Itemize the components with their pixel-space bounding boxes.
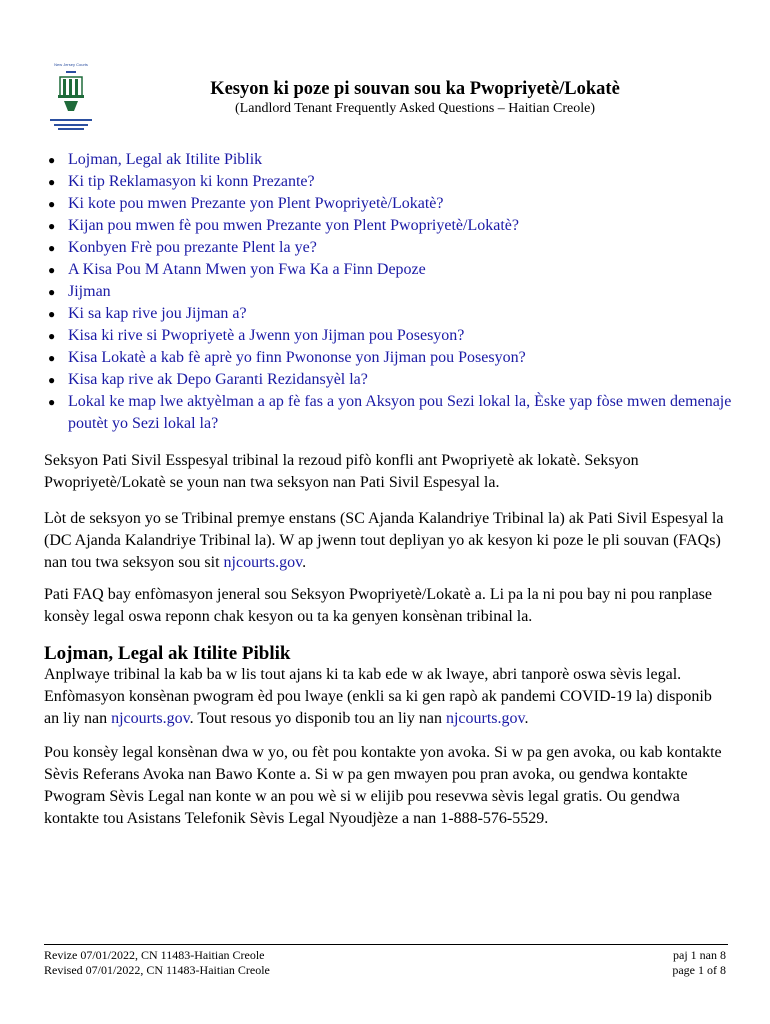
toc-link[interactable]: Lojman, Legal ak Itilite Piblik [68,151,263,168]
section-paragraph-2: Pou konsèy legal konsènan dwa w yo, ou fèt pou kontakte yon avoka. Si w pa gen avoka, ou kab kontakte Sèvis Referans Avoka nan Bawo Konte a. Si w pa gen mwayen pou pran avoka, ou gendwa kontakte Pwogram Sèvis Legal nan konte w an pou wè si w elijib pou resevwa sèvis legal gratis. Ou gendwa kontakte tou Asistans Telefonik Sèvis Legal Nyoudjèze a nan 1-888-576-5529. [44,744,722,827]
section-paragraph-1-end: . [524,710,529,727]
bullet-icon: ● [48,351,56,365]
bullet-icon: ● [48,373,56,387]
intro-paragraph-3: Pati FAQ bay enfòmasyon jeneral sou Seksyon Pwopriyetè/Lokatè a. Li pa la ni pou bay ni pou ranplase konsèy legal oswa reponn chak kesyon ou ta ka genyen konsènan tribinal la. [44,586,712,625]
njcourts-link[interactable]: njcourts.gov [111,710,190,727]
toc-item[interactable] [44,237,734,259]
toc-item[interactable] [44,149,734,171]
bullet-icon: ● [48,241,56,255]
seal-icon [44,67,98,131]
bullet-icon: ● [48,153,56,167]
njcourts-link[interactable]: njcourts.gov [445,710,525,727]
section-paragraph-1-mid: . Tout resous yo disponib tou an liy nan [189,710,446,727]
toc-item[interactable] [44,325,734,347]
bullet-icon: ● [48,329,56,343]
bullet-icon: ● [48,263,56,277]
intro-paragraph-2-text: Lòt de seksyon yo se Tribinal premye enstans (SC Ajanda Kalandriye Tribinal la) ak Pati Sivil Espesyal la (DC Ajanda Kalandriye Tribinal la). W ap jwenn tout depliyan yo ak kesyon ki poze le pli souvan (FAQs) nan tou twa seksyon sou sit [44,510,724,571]
toc-link[interactable]: Jijman [68,283,111,300]
bullet-icon: ● [48,395,56,409]
toc-item[interactable] [44,171,734,193]
toc-link[interactable]: Ki tip Reklamasyon ki konn Prezante? [68,173,315,190]
toc-link[interactable]: Kisa Lokatè a kab fè aprè yo finn Pwononse yon Jijman pou Posesyon? [68,349,526,366]
njcourts-logo [44,62,98,134]
page-title: Kesyon ki poze pi souvan sou ka Pwopriyetè/Lokatè [210,79,620,99]
bullet-icon: ● [48,285,56,299]
footer-page-ht: paj 1 nan 8 [673,948,726,962]
toc-link[interactable]: Kijan pou mwen fè pou mwen Prezante yon Plent Pwopriyetè/Lokatè? [68,217,519,234]
toc-link[interactable]: Konbyen Frè pou prezante Plent la ye? [68,239,317,256]
toc-link[interactable]: Ki kote pou mwen Prezante yon Plent Pwopriyetè/Lokatè? [68,195,444,212]
toc-item[interactable] [44,193,734,215]
toc-item[interactable] [44,259,734,281]
bullet-icon: ● [48,307,56,321]
footer-page-en: page 1 of 8 [672,963,726,977]
bullet-icon: ● [48,197,56,211]
page-subtitle: (Landlord Tenant Frequently Asked Questions – Haitian Creole) [235,101,595,116]
footer-divider [44,944,728,945]
toc-item[interactable] [44,391,734,435]
bullet-icon: ● [48,219,56,233]
toc-link[interactable]: A Kisa Pou M Atann Mwen yon Fwa Ka a Finn Depoze [68,261,426,278]
toc-item[interactable] [44,215,734,237]
bullet-icon: ● [48,175,56,189]
toc-item[interactable] [44,281,734,303]
toc-link[interactable]: Lokal ke map lwe aktyèlman a ap fè fas a yon Aksyon pou Sezi lokal la, Èske yap fòse mwen demenaje poutèt yo Sezi lokal la? [68,393,732,432]
section-heading: Lojman, Legal ak Itilite Piblik [44,643,291,664]
njcourts-link[interactable]: njcourts.gov [223,554,303,571]
section-paragraph-1 [44,664,728,730]
footer-revision-en: Revised 07/01/2022, CN 11483-Haitian Creole [44,963,270,977]
logo-text: New Jersey Courts [54,62,88,67]
footer-revision [44,948,270,978]
toc-link[interactable]: Kisa kap rive ak Depo Garanti Rezidansyèl la? [68,371,368,388]
footer-page-number [672,948,726,978]
intro-paragraph-1: Seksyon Pati Sivil Esspesyal tribinal la rezoud pifò konfli ant Pwopriyetè ak lokatè. Seksyon Pwopriyetè/Lokatè se youn nan twa seksyon nan Pati Sivil Espesyal la. [44,452,639,491]
section-paragraph-1-text: Anplwaye tribinal la kab ba w lis tout ajans ki ta kab ede w ak lwaye, abri tanporè oswa sèvis legal. Enfòmasyon konsènan pwogram èd pou lwaye (enkli sa ki gen rapò ak pandemi COVID-19 la) disponib an liy nan [44,666,712,727]
intro-paragraph-2 [44,508,728,574]
table-of-contents [44,149,734,435]
intro-paragraph-2-end: . [302,554,307,571]
toc-link[interactable]: Ki sa kap rive jou Jijman a? [68,305,247,322]
toc-link[interactable]: Kisa ki rive si Pwopriyetè a Jwenn yon Jijman pou Posesyon? [68,327,465,344]
footer-revision-ht: Revize 07/01/2022, CN 11483-Haitian Creole [44,948,265,962]
toc-item[interactable] [44,347,734,369]
toc-item[interactable] [44,303,734,325]
toc-item[interactable] [44,369,734,391]
